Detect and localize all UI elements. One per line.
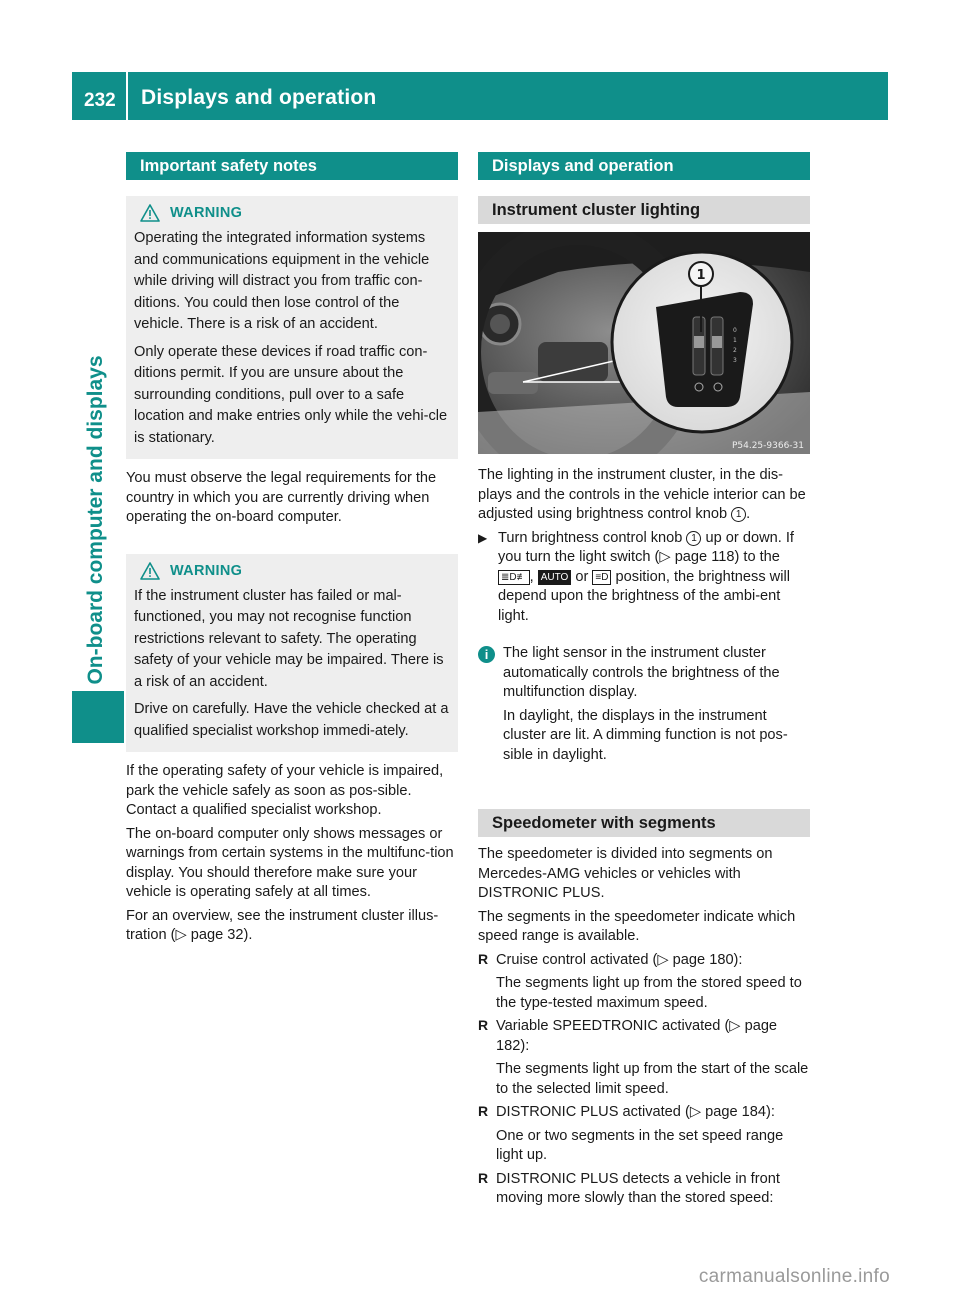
- paragraph: The segments in the speedometer indicate which speed range is available.: [478, 908, 796, 944]
- list-item: R Variable SPEEDTRONIC activated (▷ page 182): The segments light up from the start of the scale to the selected limit speed.: [478, 1017, 810, 1103]
- step-arrow-icon: ▶: [478, 530, 488, 545]
- warning-text: Only operate these devices if road traffic con-ditions permit. If you are unsure about the surrounding conditions, pull over to a safe location and make entries only while the vehi-cle is stationary.: [134, 343, 448, 446]
- image-code: P54.25-9366-31: [731, 441, 804, 451]
- info-icon: i: [478, 646, 495, 663]
- watermark: carmanualsonline.info: [698, 1266, 890, 1287]
- subsection-heading-lighting: Instrument cluster lighting: [478, 196, 810, 224]
- paragraph: If the operating safety of your vehicle is impaired, park the vehicle safely as soon as pos-sible. Contact a qualified specialist workshop.: [126, 763, 444, 818]
- warning-text: If the instrument cluster has failed or mal-functioned, you may not recognise function restrictions relevant to safety. The operating safety of your vehicle may be impaired. There is a risk of an accident.: [134, 587, 444, 690]
- dipped-beam-symbol: ≡D: [592, 570, 611, 585]
- bullet-marker: R: [478, 1017, 489, 1033]
- instruction-step: ▶ Turn brightness control knob 1 up or down. If you turn the light switch (▷ page 118) to the ≣D≢ , AUTO or ≡D position, the brightness will depend upon the brightness of the ambi-ent light.: [478, 529, 810, 627]
- svg-text:1: 1: [733, 337, 737, 344]
- callout-1-reference: 1: [686, 531, 701, 546]
- callout-1-reference: 1: [731, 507, 746, 522]
- warning-triangle-icon: [140, 204, 160, 222]
- section-heading-safety: Important safety notes: [126, 152, 458, 180]
- paragraph: You must observe the legal requirements for the country in which you are currently driving when operating the on-board computer.: [126, 470, 437, 525]
- warning-box-2: [126, 554, 458, 753]
- list-item: R DISTRONIC PLUS detects a vehicle in front moving more slowly than the stored speed:: [478, 1170, 810, 1213]
- paragraph: The lighting in the instrument cluster, in the dis-plays and the controls in the vehicle interior can be adjusted using brightness control knob 1 .: [478, 467, 806, 522]
- instrument-cluster-photo: [478, 232, 810, 454]
- left-column: [126, 152, 458, 950]
- right-column: [478, 152, 810, 1213]
- svg-text:0: 0: [733, 327, 737, 334]
- warning-title: WARNING: [134, 204, 450, 222]
- bullet-marker: R: [478, 1103, 489, 1119]
- list-item: R DISTRONIC PLUS activated (▷ page 184): One or two segments in the set speed range light up.: [478, 1103, 810, 1170]
- auto-light-symbol: AUTO: [538, 570, 572, 585]
- bullet-marker: R: [478, 950, 489, 967]
- svg-text:3: 3: [733, 357, 737, 364]
- header-divider: [126, 72, 128, 120]
- paragraph: The speedometer is divided into segments on Mercedes-AMG vehicles or vehicles with DISTRONIC PLUS.: [478, 846, 773, 901]
- paragraph: The on-board computer only shows messages or warnings from certain systems in the multifunc-tion display. You should therefore make sure your vehicle is operating safely at all times.: [126, 825, 454, 900]
- dashboard-illustration: [478, 232, 810, 454]
- warning-text: Drive on carefully. Have the vehicle checked at a qualified specialist workshop immedi-ately.: [134, 701, 449, 739]
- side-tab-label: On-board computer and displays: [84, 355, 107, 685]
- list-item: R Cruise control activated (▷ page 180): The segments light up from the stored speed to the type-tested maximum speed.: [478, 951, 810, 1018]
- parking-light-symbol: ≣D≢: [498, 570, 530, 585]
- page-number: 232: [84, 90, 116, 111]
- svg-text:2: 2: [733, 347, 737, 354]
- side-tab-marker: [72, 691, 124, 743]
- bullet-marker: R: [478, 1169, 489, 1186]
- subsection-heading-speedometer: Speedometer with segments: [478, 809, 810, 837]
- warning-triangle-icon: [140, 562, 160, 580]
- info-note: i The light sensor in the instrument cluster automatically controls the brightness of the multifunction display. In daylight, the displays in the instrument cluster are lit. A dimming function is not pos-sible in daylight.: [478, 644, 810, 769]
- warning-box-1: [126, 196, 458, 459]
- warning-title: WARNING: [134, 562, 450, 580]
- warning-text: Operating the integrated information systems and communications equipment in the vehicle while driving will distract you from traffic con-ditions. You could then lose control of the vehicle. There is a risk of an accident.: [134, 230, 430, 332]
- callout-1-label: 1: [696, 268, 706, 283]
- section-heading-displays: Displays and operation: [478, 152, 810, 180]
- paragraph: For an overview, see the instrument cluster illus-tration (▷ page 32).: [126, 907, 439, 943]
- page-title: Displays and operation: [141, 86, 377, 109]
